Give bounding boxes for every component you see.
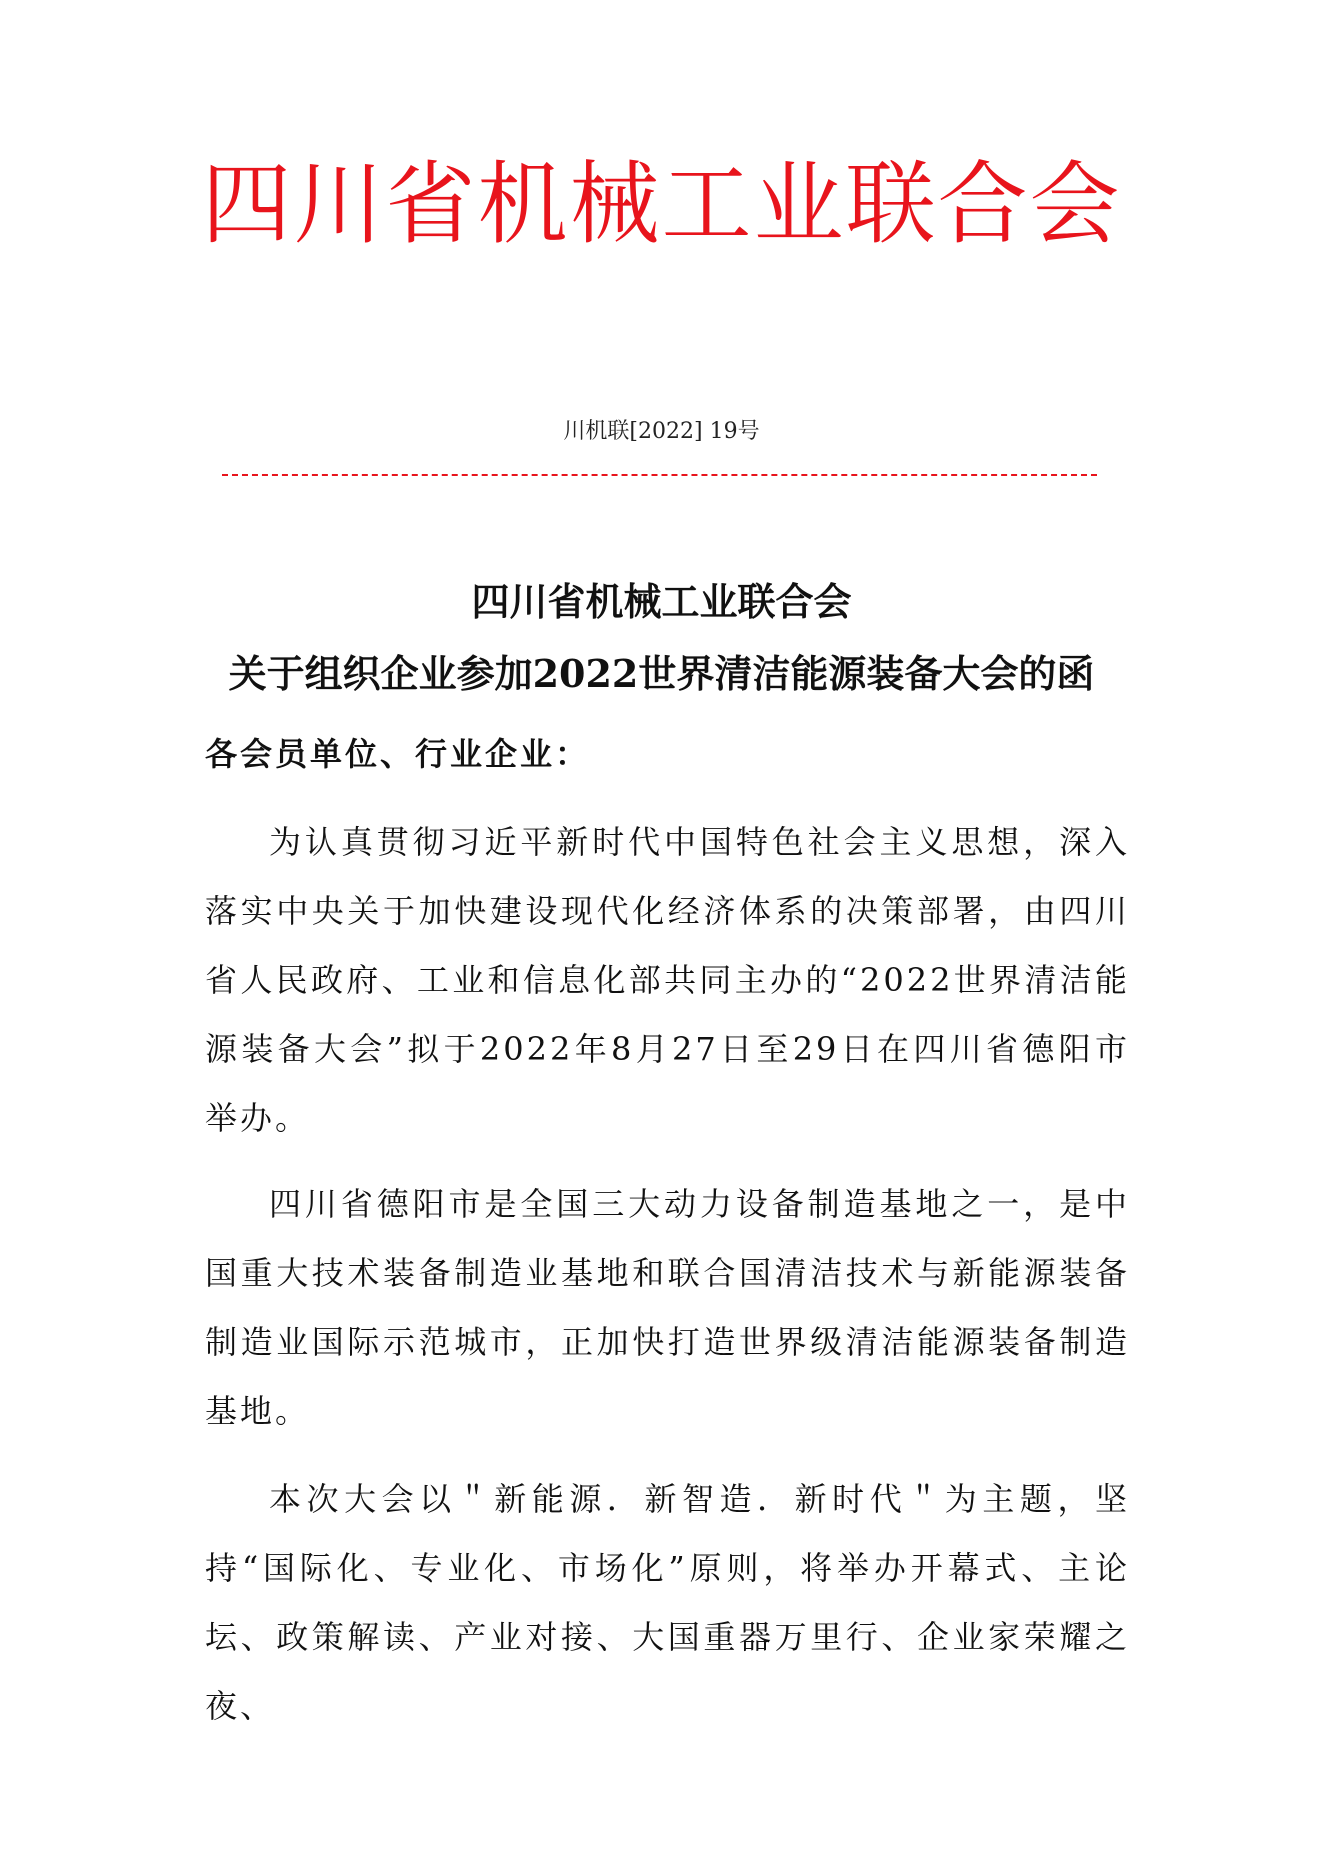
- org-letterhead: 四川省机械工业联合会: [201, 152, 1122, 257]
- title-line-1: 四川省机械工业联合会: [471, 579, 852, 624]
- body-paragraph-2: 四川省德阳市是全国三大动力设备制造基地之一，是中国重大技术装备制造业基地和联合国清洁技术与新能源装备制造业国际示范城市，正加快打造世界级清洁能源装备制造基地。: [205, 1185, 1130, 1430]
- salutation: 各会员单位、行业企业：: [205, 735, 591, 773]
- header-divider: [222, 474, 1097, 476]
- body-paragraph-3: 本次大会以＂新能源．新智造．新时代＂为主题，坚持“国际化、专业化、市场化”原则，将举办开幕式、主论坛、政策解读、产业对接、大国重器万里行、企业家荣耀之夜、: [205, 1480, 1130, 1725]
- document-number: 川机联[2022] 19号: [563, 419, 760, 444]
- title-line-2: 关于组织企业参加2022世界清洁能源装备大会的函: [228, 651, 1095, 696]
- document-title: [0, 566, 1323, 710]
- body-paragraph-1: 为认真贯彻习近平新时代中国特色社会主义思想，深入落实中央关于加快建设现代化经济体系的决策部署，由四川省人民政府、工业和信息化部共同主办的“2022世界清洁能源装备大会”拟于2022年8月27日至29日在四川省德阳市举办。: [205, 823, 1130, 1137]
